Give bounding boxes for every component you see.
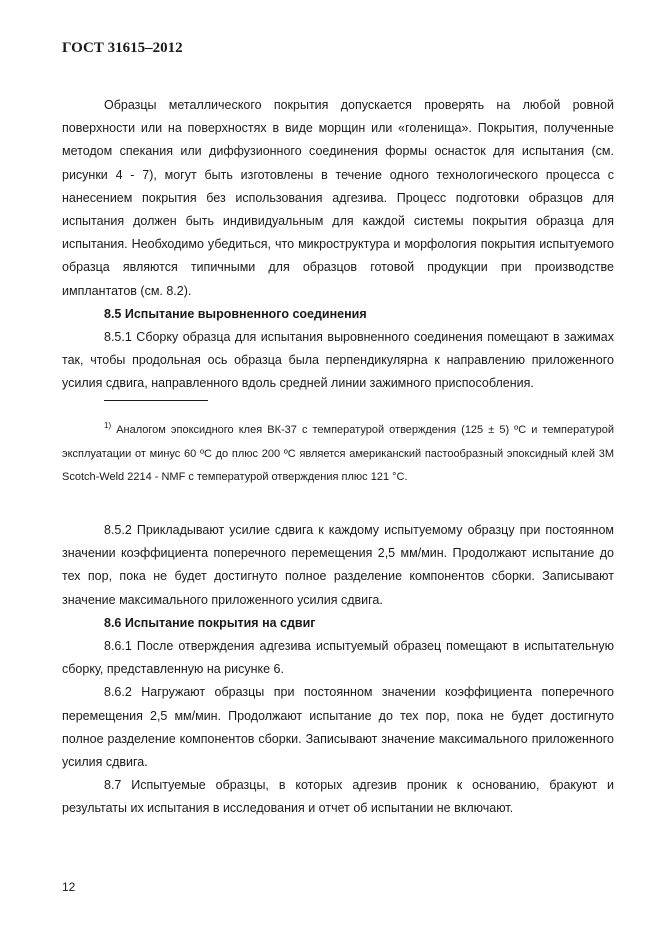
paragraph-8-6-1: 8.6.1 После отверждения адгезива испытуемый образец помещают в испытательную сборку, представленную на рисунке 6.: [62, 639, 614, 677]
document-header: ГОСТ 31615–2012: [62, 40, 183, 56]
heading-8-6: 8.6 Испытание покрытия на сдвиг: [104, 615, 316, 630]
paragraph-intro: Образцы металлического покрытия допускается проверять на любой ровной поверхности или на поверхностях в виде морщин или «голенища». Покрытия, полученные методом спекания или диффузионного соединения формы оснасток для испытания (см. рисунки 4 - 7), могут быть изготовлены в течение одного технологического процесса с нанесением покрытия без использования адгезива. Процесс подготовки образцов для испытания должен быть индивидуальным для каждой системы покрытия образца для испытания. Необходимо убедиться, что микроструктура и морфология покрытия испытуемого образца являются типичными для образцов готовой продукции при производстве имплантатов (см. 8.2).: [62, 98, 614, 298]
paragraph-8-7: 8.7 Испытуемые образцы, в которых адгезив проник к основанию, бракуют и результаты их испытания в исследования и отчет об испытании не включают.: [62, 778, 614, 816]
heading-8-5: 8.5 Испытание выровненного соединения: [104, 306, 367, 321]
footnote-text: Аналогом эпоксидного клея ВК-37 с температурой отверждения (125 ± 5) ºС и температурой эксплуатации от минус 60 ºС до плюс 200 ºС является американский пастообразный эпоксидный клей 3М Scotch-Weld 2214 - NMF с температурой отверждения плюс 121 °С.: [62, 424, 614, 483]
section-lower: [62, 519, 614, 821]
paragraph-8-5-2: 8.5.2 Прикладывают усилие сдвига к каждому испытуемому образцу при постоянном значении коэффициента поперечного перемещения 2,5 мм/мин. Продолжают испытание до тех пор, пока не будет достигнуто полное разделение компонентов сборки. Записывают значение максимального приложенного усилия сдвига.: [62, 523, 614, 607]
paragraph-8-5-1: 8.5.1 Сборку образца для испытания выровненного соединения помещают в зажимах так, чтобы продольная ось образца была перпендикулярна к направлению приложенного усилия сдвига, направленного вдоль средней линии зажимного приспособления.: [62, 330, 614, 391]
footnote-marker: 1): [104, 421, 112, 430]
paragraph-8-6-2: 8.6.2 Нагружают образцы при постоянном значении коэффициента поперечного перемещения 2,5 мм/мин. Продолжают испытание до тех пор, пока не будет достигнуто полное разделение компонентов сборки. Записывают значение максимального приложенного усилия сдвига.: [62, 685, 614, 770]
page-number: 12: [62, 880, 76, 894]
footnote-divider: [104, 400, 208, 401]
footnote: [62, 414, 614, 490]
section-upper: [62, 94, 614, 396]
